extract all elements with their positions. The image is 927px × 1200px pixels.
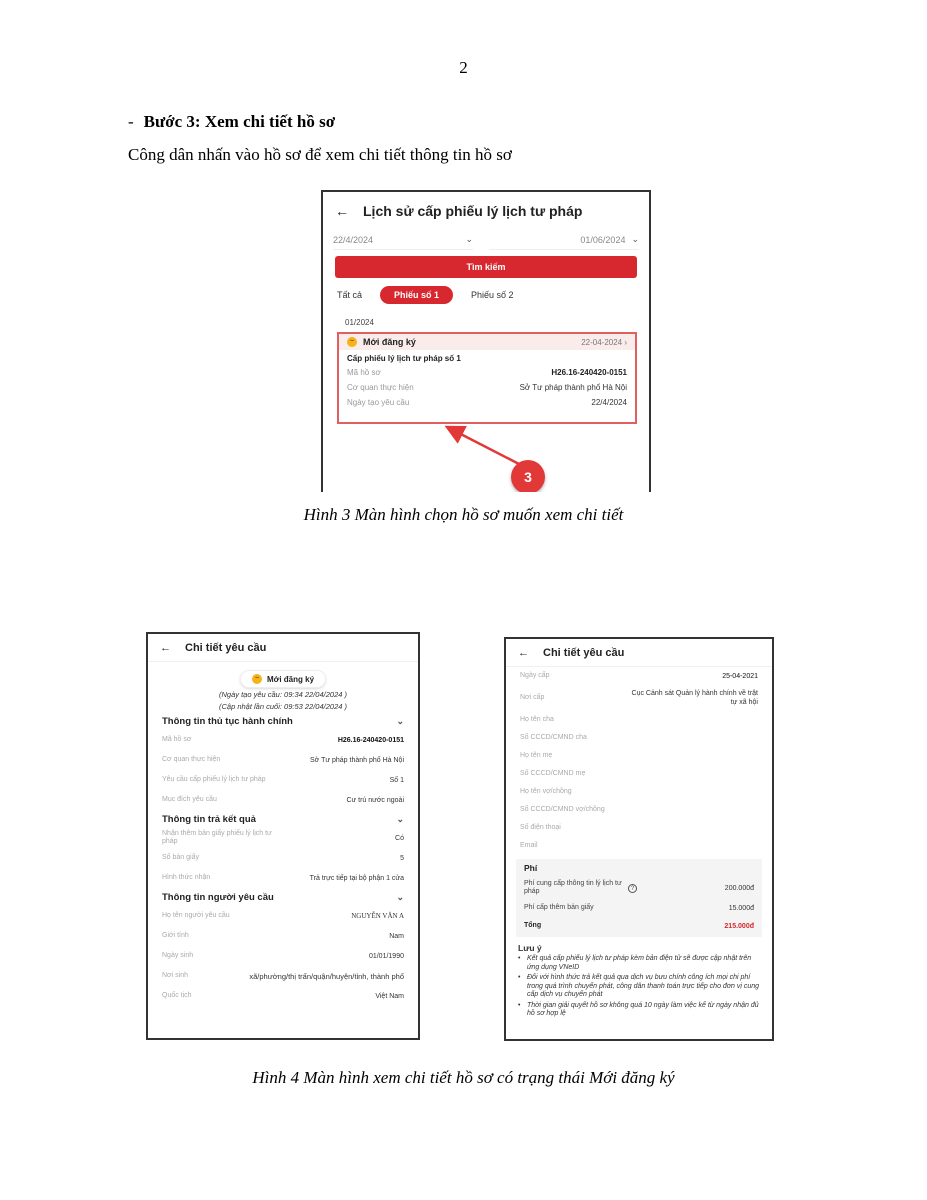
row-label: Số bản giấy: [162, 854, 199, 861]
row-label: Họ tên người yêu cầu: [162, 912, 230, 919]
note-item: • Thời gian giải quyết hồ sơ không quá 10 ngày làm việc kể từ ngày nhận đủ hồ sơ hợp lệ: [518, 1002, 760, 1019]
pointer-arrow-icon: [323, 192, 651, 492]
tab-form-2[interactable]: Phiếu số 2: [471, 290, 514, 300]
fee-title: Phí: [524, 863, 538, 873]
status-icon: ~: [347, 337, 357, 347]
detail-screen-right: [504, 637, 774, 1041]
note-item: • Kết quả cấp phiếu lý lịch tư pháp kèm bản điện tử sẽ được cập nhật trên ứng dụng VNeID: [518, 955, 760, 972]
row-label: Nhận thêm bản giấy phiếu lý lịch tư pháp: [162, 830, 272, 845]
screen-title: Lịch sử cấp phiếu lý lịch tư pháp: [363, 203, 583, 219]
row-label: Họ tên mẹ: [520, 752, 553, 759]
search-button[interactable]: Tìm kiếm: [335, 256, 637, 278]
figure4-caption: Hình 4 Màn hình xem chi tiết hồ sơ có trạng thái Mới đăng ký: [252, 1068, 675, 1087]
section-procedure[interactable]: [148, 712, 418, 730]
section-title: Thông tin thủ tục hành chính: [162, 715, 293, 727]
section-requester[interactable]: [148, 888, 418, 906]
fee-total-label: Tổng: [524, 922, 542, 929]
row-label: Họ tên vợ/chồng: [520, 788, 572, 795]
record-row-value: H26.16-240420-0151: [551, 368, 627, 377]
row-label: Số điện thoại: [520, 824, 561, 831]
detail-row: [148, 926, 418, 946]
detail-row: [148, 966, 418, 986]
row-label: Ngày cấp: [520, 672, 550, 679]
date-from-value: 22/4/2024: [333, 234, 374, 245]
row-label: Mục đích yêu cầu: [162, 796, 217, 803]
detail-row: [506, 837, 772, 855]
record-row-value: 22/4/2024: [591, 398, 627, 407]
row-label: Số CCCD/CMND vợ/chồng: [520, 806, 605, 813]
status-text: Mới đăng ký: [266, 674, 315, 684]
record-date: 22-04-2024 ›: [581, 337, 627, 347]
detail-row: [506, 685, 772, 711]
status-text: Mới đăng ký: [363, 337, 416, 347]
step-marker-badge: 3: [511, 460, 545, 492]
page-number: 2: [459, 58, 468, 77]
row-value: Cục Cảnh sát Quản lý hành chính về trật tự xã hội: [631, 690, 758, 706]
fee-panel: [516, 859, 762, 937]
row-label: Cơ quan thực hiện: [162, 756, 221, 763]
row-value: 5: [400, 854, 404, 862]
fee-row-value: 200.000đ: [724, 884, 754, 892]
arrow-left-icon[interactable]: ←: [160, 641, 171, 654]
detail-row: [148, 750, 418, 770]
chevron-down-icon: ⌄: [396, 715, 404, 726]
record-row-label: Mã hồ sơ: [347, 368, 381, 377]
fee-label-text: Phí cung cấp thông tin lý lịch tư pháp: [524, 880, 622, 895]
chevron-down-icon: ⌄: [631, 234, 639, 244]
screen-header: [148, 634, 418, 662]
step-heading: [128, 112, 335, 132]
detail-row: [506, 667, 772, 685]
step-heading-text: Bước 3: Xem chi tiết hồ sơ: [143, 112, 336, 131]
row-value: Có: [395, 834, 404, 842]
row-label: Nơi cấp: [520, 694, 545, 701]
detail-row: [506, 729, 772, 747]
detail-screen-left: [146, 632, 420, 1040]
record-row-label: Cơ quan thực hiện: [347, 383, 414, 392]
created-time: (Ngày tạo yêu cầu: 09:34 22/04/2024 ): [218, 690, 347, 699]
chevron-down-icon: ⌄: [465, 234, 473, 244]
screen-title: Chi tiết yêu cầu: [543, 646, 625, 659]
detail-row: [148, 730, 418, 750]
tab-all[interactable]: Tất cả: [337, 290, 363, 300]
section-title: Thông tin người yêu cầu: [162, 891, 274, 903]
fee-row: [516, 899, 762, 917]
row-label: Quốc tịch: [162, 992, 192, 999]
row-value: Số 1: [389, 776, 404, 784]
screen-title: Chi tiết yêu cầu: [185, 641, 267, 654]
row-value: 01/01/1990: [368, 952, 404, 960]
row-value: Cư trú nước ngoài: [346, 796, 404, 804]
row-label: Giới tính: [162, 932, 189, 939]
status-badge: [240, 670, 326, 688]
figure3-caption: Hình 3 Màn hình chọn hồ sơ muốn xem chi tiết: [303, 505, 624, 524]
row-value: xã/phường/thị trấn/quận/huyện/tỉnh, thành phố: [249, 971, 404, 981]
note-item: • Đối với hình thức trả kết quả qua dịch vụ bưu chính công ích mọi chi phí trong quá trình chuyển phát, công dân thanh toán trực tiếp cho đơn vị cung cấp dịch vụ chuyển phát: [518, 974, 760, 1000]
detail-row: [148, 770, 418, 790]
arrow-left-icon[interactable]: ←: [518, 646, 529, 659]
detail-row: [148, 946, 418, 966]
row-label: Họ tên cha: [520, 716, 554, 723]
detail-row: [148, 868, 418, 888]
fee-row: [516, 877, 762, 899]
fee-row-value: 15.000đ: [728, 904, 754, 912]
chevron-down-icon: ⌄: [396, 891, 404, 902]
notes-section: [506, 937, 772, 1019]
detail-row: [148, 906, 418, 926]
section-title: Thông tin trả kết quả: [162, 813, 256, 825]
detail-row: [148, 828, 418, 848]
tab-form-1[interactable]: Phiếu số 1: [380, 286, 453, 304]
detail-row: [506, 711, 772, 729]
row-label: Hình thức nhận: [162, 874, 211, 881]
fee-row-label: Phí cấp thêm bản giấy: [524, 904, 594, 911]
row-value: Sở Tư pháp thành phố Hà Nội: [310, 756, 404, 764]
month-group-label: 01/2024: [345, 318, 374, 327]
status-icon: ~: [252, 674, 262, 684]
row-value: NGUYỄN VĂN A: [351, 911, 404, 920]
row-label: Mã hồ sơ: [162, 736, 192, 743]
record-row-label: Ngày tạo yêu cầu: [347, 398, 410, 407]
help-icon[interactable]: ?: [628, 884, 637, 893]
detail-row: [148, 848, 418, 868]
fee-total-row: [516, 917, 762, 935]
date-to-value: 01/06/2024: [580, 234, 626, 245]
record-row-value: Sở Tư pháp thành phố Hà Nội: [519, 383, 627, 392]
detail-row: [148, 986, 418, 1006]
section-result[interactable]: [148, 810, 418, 828]
row-label: Yêu cầu cấp phiếu lý lịch tư pháp: [162, 776, 266, 783]
screen-header: [506, 639, 772, 667]
step-bullet: -: [128, 112, 134, 131]
notes-title: Lưu ý: [518, 943, 542, 953]
fee-total-value: 215.000đ: [724, 922, 754, 930]
detail-row: [506, 747, 772, 765]
row-value: Trả trực tiếp tại bộ phận 1 cửa: [309, 874, 404, 882]
row-label: Nơi sinh: [162, 972, 188, 979]
row-label: Ngày sinh: [162, 952, 194, 959]
fee-row-label: [524, 880, 637, 896]
row-value: H26.16-240420-0151: [337, 736, 404, 744]
row-label: Số CCCD/CMND mẹ: [520, 770, 586, 777]
row-label: Số CCCD/CMND cha: [520, 734, 587, 741]
row-value: 25-04-2021: [722, 672, 758, 680]
step-description: Công dân nhấn vào hồ sơ để xem chi tiết thông tin hồ sơ: [128, 145, 512, 164]
updated-time: (Cập nhật lần cuối: 09:53 22/04/2024 ): [218, 702, 347, 711]
detail-row: [506, 801, 772, 819]
arrow-left-icon[interactable]: ←: [335, 203, 349, 219]
notes-list: [518, 955, 760, 1019]
detail-row: [506, 765, 772, 783]
detail-row: [506, 819, 772, 837]
record-title: Cấp phiếu lý lịch tư pháp số 1: [347, 354, 461, 363]
history-screen: [321, 190, 651, 492]
row-label: Email: [520, 842, 538, 849]
detail-row: [506, 783, 772, 801]
detail-row: [148, 790, 418, 810]
row-value: Nam: [389, 932, 404, 940]
row-value: Việt Nam: [375, 992, 404, 1000]
chevron-down-icon: ⌄: [396, 813, 404, 824]
